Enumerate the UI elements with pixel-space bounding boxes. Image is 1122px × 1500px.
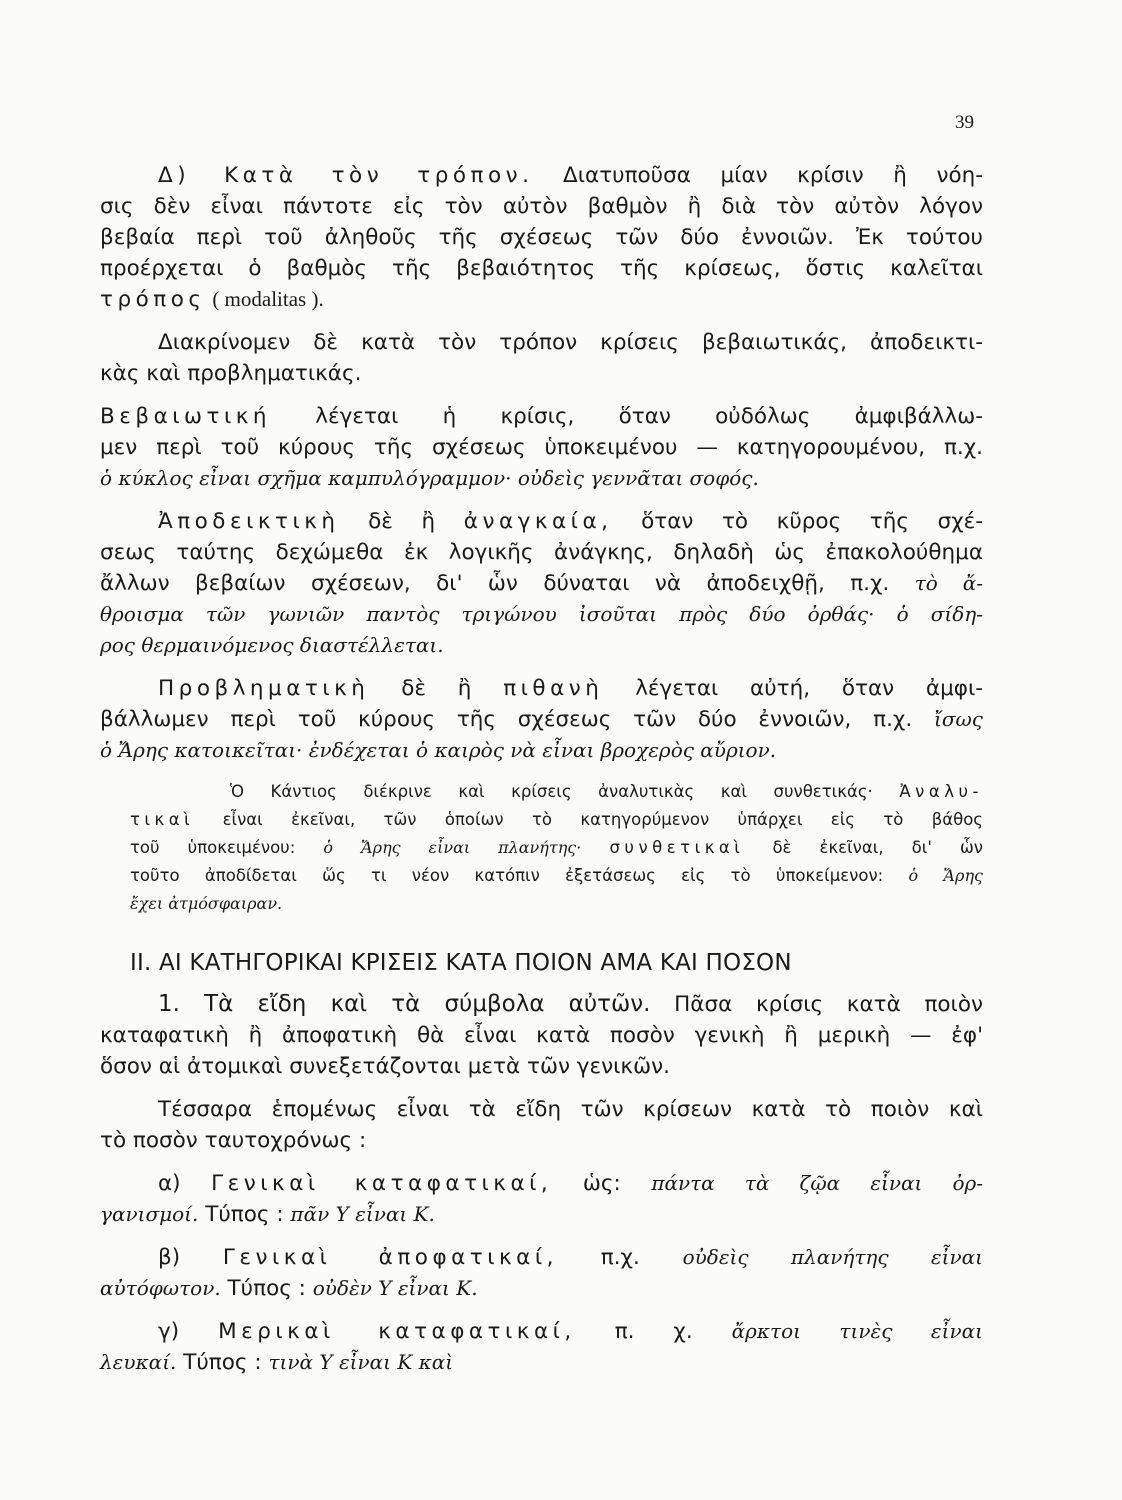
term-apodictic: Ἀποδεικτικὴ [158, 509, 340, 534]
footnote-kant: Ὁ Κάντιος διέκρινε καὶ κρίσεις ἀναλυτικὰς καὶ συνθετικάς· Ἀναλυ- τικαὶ εἶναι ἐκεῖναι, τῶν ὁποίων τὸ κατηγορύμενον ὑπάρχει εἰς τὸ βάθος τοῦ ὑποκειμένου: ὁ Ἄρης εἶναι πλανήτης· συνθετικαὶ δὲ ἐκεῖναι, δι' ὧν τοῦτο ἀποδίδεται ὥς τι νέον κατόπιν ἐξετάσεως εἰς τὸ ὑποκείμενον: ὁ Ἄρης ἔχει ἀτμόσφαιραν. [130, 782, 983, 913]
subsection-title: 1. Τὰ εἴδη καὶ τὰ σύμβολα αὐτῶν. [158, 991, 651, 1017]
latin-term: ( modalitas ). [212, 287, 324, 311]
paragraph-kinds: 1. Τὰ εἴδη καὶ τὰ σύμβολα αὐτῶν. Πᾶσα κρίσις κατὰ ποιὸν καταφατικὴ ἢ ἀποφατικὴ θὰ εἶναι κατὰ ποσὸν γενικὴ ἢ μερικὴ — ἐφ' ὅσον αἱ ἀτομικαὶ συνεξετάζονται μετὰ τῶν γενικῶν. [100, 991, 983, 1079]
paragraph-assertoric: Βεβαιωτική λέγεται ἡ κρίσις, ὅταν οὐδόλως ἀμφιβάλλω- μεν περὶ τοῦ κύρους τῆς σχέσεως ὑποκειμένου — κατηγορουμένου, π.χ. ὁ κύκλος εἶναι σχῆμα καμπυλόγραμμον· οὐδεὶς γεννᾶται σοφός. [100, 401, 983, 494]
paragraph-modality: Δ) Κατὰ τὸν τρόπον. Διατυποῦσα μίαν κρίσιν ἢ νόη- σις δὲν εἶναι πάντοτε εἰς τὸν αὐτὸν βαθμὸν ἢ διὰ τὸν αὐτὸν λόγον βεβαία περὶ τοῦ ἀληθοῦς τῆς σχέσεως τῶν δύο ἐννοιῶν. Ἐκ τούτου προέρχεται ὁ βαθμὸς τῆς βεβαιότητος τῆς κρίσεως, ὅστις καλεῖται τρόπος ( modalitas ). [100, 163, 983, 312]
term-problematic: Προβληματικὴ [158, 676, 370, 701]
paragraph-four-kinds: Τέσσαρα ἑπομένως εἶναι τὰ εἴδη τῶν κρίσεων κατὰ τὸ ποιὸν καὶ τὸ ποσὸν ταυτοχρόνως : [100, 1097, 983, 1153]
chapter-heading: II. ΑΙ ΚΑΤΗΓΟΡΙΚΑΙ ΚΡΙΣΕΙΣ ΚΑΤΑ ΠΟΙΟΝ ΑΜΑ ΚΑΙ ΠΟΣΟΝ [130, 950, 792, 976]
term-modality: τρόπος [100, 287, 206, 312]
paragraph-apodictic: Ἀποδεικτικὴ δὲ ἢ ἀναγκαία, ὅταν τὸ κῦρος τῆς σχέ- σεως ταύτης δεχώμεθα ἐκ λογικῆς ἀνάγκης, δηλαδὴ ὡς ἐπακολούθημα ἄλλων βεβαίων σχέσεων, δι' ὧν δύναται νὰ ἀποδειχθῇ, π.χ. τὸ ἄ- θροισμα τῶν γωνιῶν παντὸς τριγώνου ἰσοῦται πρὸς δύο ὀρθάς· ὁ σίδη- ρος θερμαινόμενος διαστέλλεται. [100, 509, 984, 657]
page-body [100, 160, 983, 1390]
list-item-c: γ) Μερικαὶ καταφατικαί, π. χ. ἄρκτοι τινὲς εἶναι λευκαί. Τύπος : τινὰ Υ εἶναι Κ καὶ [100, 1319, 983, 1375]
section-label-d: Δ) Κατὰ τὸν τρόπον. [158, 163, 534, 188]
list-item-b: β) Γενικαὶ ἀποφατικαί, π.χ. οὐδεὶς πλανήτης εἶναι αὐτόφωτον. Τύπος : οὐδὲν Υ εἶναι Κ. [100, 1245, 983, 1301]
example-assertoric: ὁ κύκλος εἶναι σχῆμα καμπυλόγραμμον· οὐδεὶς γεννᾶται σοφός. [100, 466, 759, 490]
paragraph-problematic: Προβληματικὴ δὲ ἢ πιθανὴ λέγεται αὐτή, ὅταν ἀμφι- βάλλωμεν περὶ τοῦ κύρους τῆς σχέσεως τῶν δύο ἐννοιῶν, π.χ. ἴσως ὁ Ἄρης κατοικεῖται· ἐνδέχεται ὁ καιρὸς νὰ εἶναι βροχερὸς αὔριον. [100, 676, 983, 762]
paragraph-distinguish: Διακρίνομεν δὲ κατὰ τὸν τρόπον κρίσεις βεβαιωτικάς, ἀποδεικτι- κὰς καὶ προβληματικάς. [100, 330, 983, 386]
page-number: 39 [955, 112, 974, 133]
term-assertoric: Βεβαιωτική [100, 404, 272, 429]
list-item-a: α) Γενικαὶ καταφατικαί, ὡς: πάντα τὰ ζῷα εἶναι ὀρ- γανισμοί. Τύπος : πᾶν Υ εἶναι Κ. [100, 1171, 983, 1227]
